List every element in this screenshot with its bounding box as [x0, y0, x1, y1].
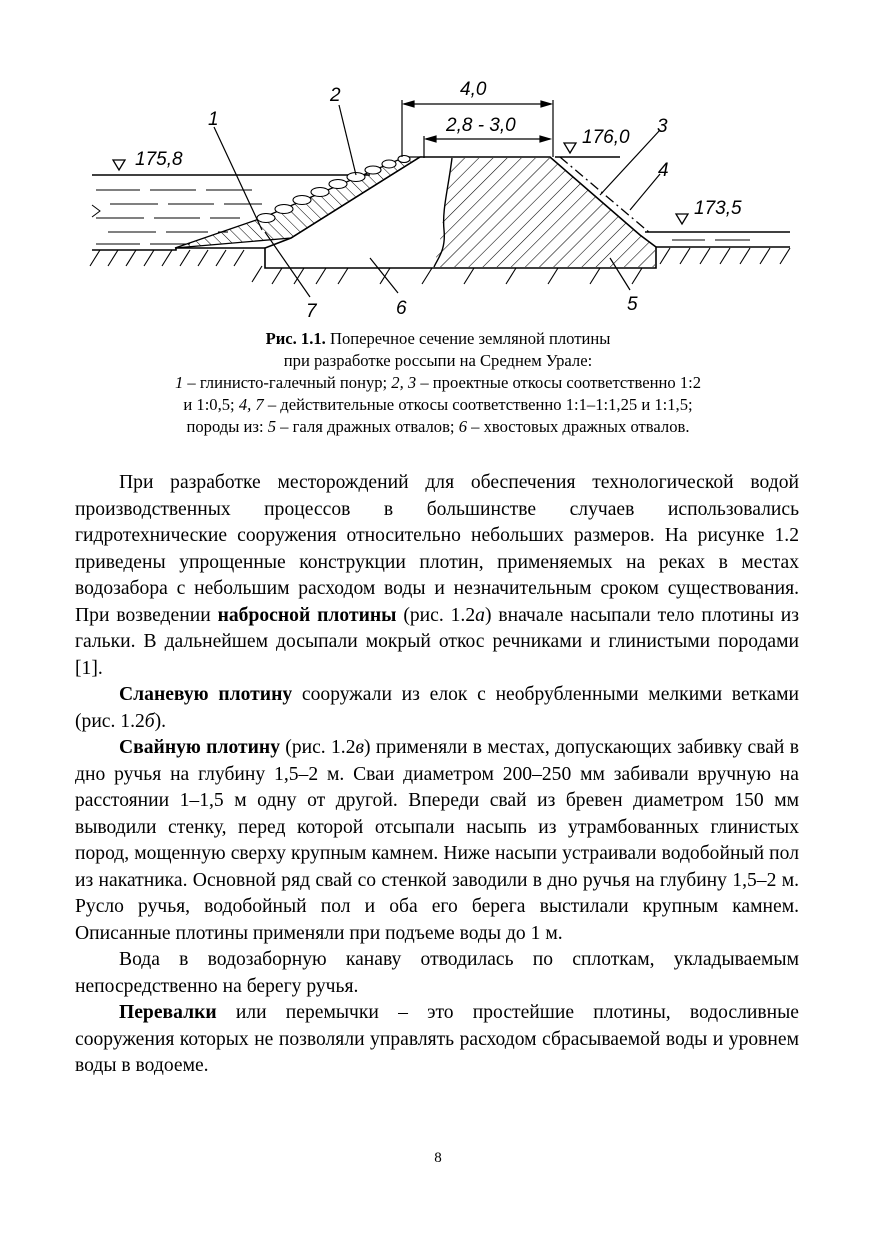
- text-run: (рис. 1.2: [280, 737, 356, 758]
- paragraph: [75, 682, 799, 735]
- label-1: 1: [208, 109, 219, 130]
- label-6: 6: [396, 298, 407, 319]
- text-run: ) применяли в местах, допускающих забивку свай в дно ручья на глубину 1,5–2 м. Сваи диаметром 200–250 мм забивали вручную на расстоянии 1–1,5 м одну от другой. Впереди свай из бревен диаметром 150 мм выводили стенку, перед которой отсыпали насыпь из утрамбованных глинистых пород, мощенную сверху крупным камнем. Ниже насыпи устраивали водобойный пол из накатника. Основной ряд свай со стенкой заводили в дно ручья на глубину 1,5–2 м. Русло ручья, водобойный пол и оба его берега выстилали крупным камнем. Описанные плотины применяли при подъеме воды до 1 м.: [75, 737, 799, 944]
- caption-legend-line: [60, 372, 816, 394]
- paragraph: [75, 470, 799, 682]
- label-4: 4: [658, 160, 669, 181]
- italic-ref: 4, 7: [238, 395, 264, 414]
- bold-term: набросной плотины: [217, 604, 397, 626]
- caption-title-text: Поперечное сечение земляной плотины: [325, 329, 611, 348]
- caption-legend-line: [60, 394, 816, 416]
- text-run: – галя дражных отвалов;: [276, 417, 459, 436]
- text-run: сооружали из елок с необрубленными мелкими ветками (рис. 1.2: [75, 684, 800, 732]
- text-run: – действительные откосы соответственно 1:1–1:1,25 и 1:1,5;: [263, 395, 693, 414]
- italic-ref: б: [144, 710, 155, 732]
- text-run: или перемычки – это простейшие плотины, водосливные сооружения которых не позволяли управлять расходом сбрасываемой воды и уровнем воды в водоеме.: [75, 1002, 799, 1076]
- bold-term: Перевалки: [119, 1002, 217, 1023]
- text-run: и 1:0,5;: [183, 395, 239, 414]
- italic-ref: 1: [174, 373, 184, 392]
- paragraph: [75, 947, 799, 1000]
- paragraph: [75, 1000, 799, 1080]
- italic-ref: 6: [458, 417, 467, 436]
- text-run: – хвостовых дражных отвалов.: [466, 417, 690, 436]
- label-2: 2: [330, 85, 341, 106]
- upstream-level-label: 175,8: [135, 149, 183, 170]
- label-7: 7: [306, 301, 317, 322]
- dam-diagram: [80, 72, 800, 324]
- text-run: ) вначале насыпали тело плотины из гальки. В дальнейшем досыпали мокрый откос речниками и глинистыми породами [1].: [75, 604, 799, 679]
- page-number: 8: [434, 1150, 442, 1166]
- italic-ref: в: [355, 737, 365, 758]
- text-run: (рис. 1.2: [396, 604, 476, 626]
- core-width-label: 2,8 - 3,0: [446, 115, 516, 136]
- text-run: – глинисто-галечный понур;: [183, 373, 392, 392]
- crest-level-label: 176,0: [582, 127, 630, 148]
- caption-title: [60, 328, 816, 350]
- italic-ref: а: [475, 604, 485, 626]
- text-run: ).: [154, 710, 167, 732]
- dam-cross-section-figure: [80, 72, 800, 324]
- caption-subtitle: при разработке россыпи на Среднем Урале:: [283, 351, 593, 370]
- text-run: – проектные откосы соответственно 1:2: [416, 373, 702, 392]
- italic-ref: 5: [267, 417, 277, 436]
- bold-term: Сланевую плотину: [119, 684, 293, 705]
- bold-term: Свайную плотину: [119, 737, 280, 758]
- text-run: При разработке месторождений для обеспечения технологической водой производственных процессов в большинстве случаев использовались гидротехнические сооружения относительно небольших размеров. На рисунке 1.2 приведены упрощенные конструкции плотин, применяемых на реках в местах водозабора с небольшим расходом воды и незначительным сроком существования. При возведении: [75, 472, 799, 626]
- label-3: 3: [657, 116, 668, 137]
- caption-legend-line: [60, 416, 816, 438]
- text-run: Вода в водозаборную канаву отводилась по сплоткам, укладываемым непосредственно на берегу ручья.: [75, 949, 799, 997]
- downstream-zone-5: [434, 158, 655, 267]
- downstream-level-label: 173,5: [694, 198, 742, 219]
- italic-ref: 2, 3: [391, 373, 417, 392]
- figure-caption: [60, 328, 816, 438]
- top-width-label: 4,0: [460, 79, 487, 100]
- label-5: 5: [627, 294, 638, 315]
- paragraph: [75, 735, 799, 947]
- caption-figure-number: Рис. 1.1.: [265, 329, 326, 348]
- text-run: породы из:: [186, 417, 268, 436]
- body-text: [75, 470, 799, 1080]
